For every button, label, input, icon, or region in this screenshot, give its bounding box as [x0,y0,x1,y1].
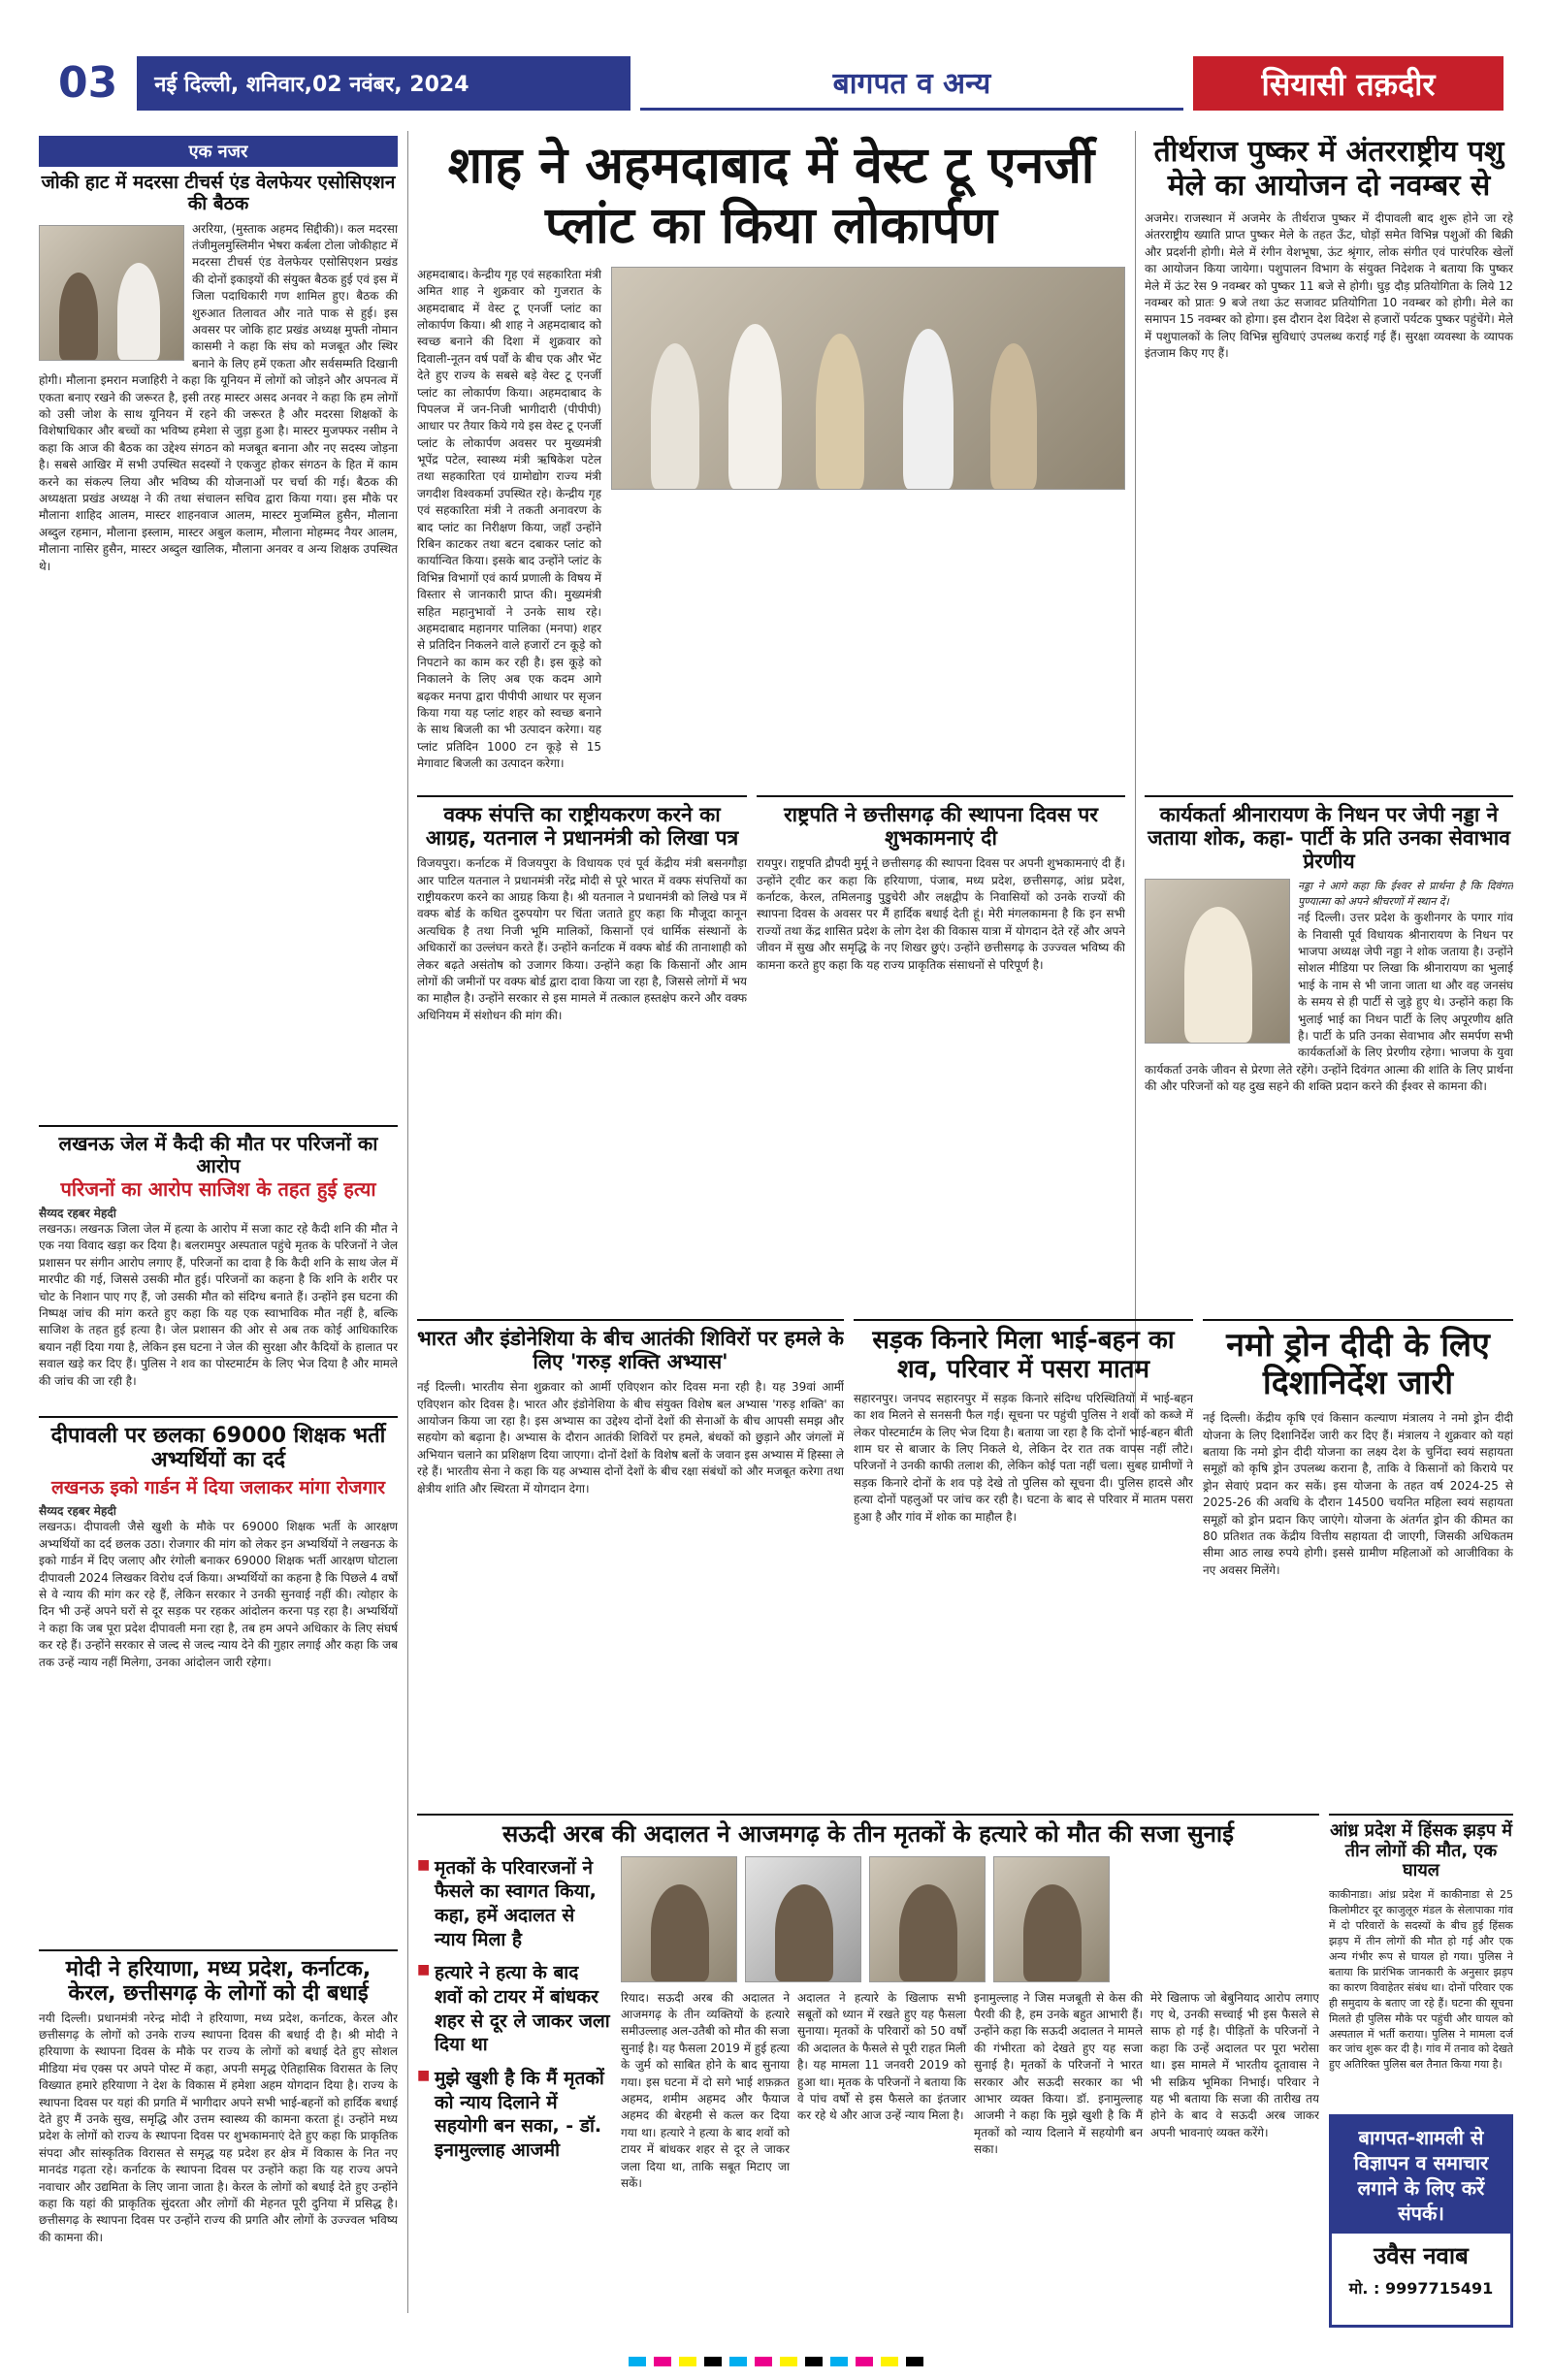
saudi-court-article [417,1814,1319,2337]
siblings-headline: सड़क किनारे मिला भाई-बहन का शव, परिवार में पसरा मातम [872,1326,1175,1384]
column-rule [407,131,408,2313]
shah-headline: शाह ने अहमदाबाद में वेस्ट टू एनर्जी प्लांट का किया लोकार्पण [447,137,1095,256]
india-indonesia-body: नई दिल्ली। भारतीय सेना शुक्रवार को आर्मी एविएशन कोर दिवस मना रही है। यह 39वां आर्मी एविएशन कोर दिवस है। भारत और इंडोनेशिया के बीच संयुक्त विशेष बल अभ्यास 'गरुड़ शक्ति' का आयोजन किया जा रहा है। इस अभ्यास का उद्देश्य दोनों देशों की सेनाओं के बीच आपसी समझ और सहयोग को बढ़ाना है। अभ्यास के दौरान आतंकी शिविरों पर हमले, बंधकों को छुड़ाने और जंगलों में अभियान चलाने का प्रशिक्षण दिया जाएगा। दोनों देशों के विशेष बलों के जवान इस अभ्यास में हिस्सा ले रहे हैं। भारतीय सेना ने कहा कि यह अभ्यास दोनों देशों के बीच रक्षा संबंधों को और मजबूत करेगा तथा क्षेत्रीय शांति और स्थिरता में योगदान देगा। [417,1380,844,1496]
namo-drone-body: नई दिल्ली। केंद्रीय कृषि एवं किसान कल्याण मंत्रालय ने नमो ड्रोन दीदी योजना के लिए दिशानिर्देश जारी कर दिए हैं। मंत्रालय ने शुक्रवार को यहां बताया कि नमो ड्रोन दीदी योजना का लक्ष्य देश के चुनिंदा स्वयं सहायता समूहों को कृषि ड्रोन उपलब्ध कराना है, ताकि वे किसानों को किराये पर ड्रोन सेवाएं प्रदान कर सकें। इस योजना के तहत वर्ष 2024-25 से 2025-26 की अवधि के दौरान 14500 चयनित महिला स्वयं सहायता समूहों को ड्रोन प्रदान किए जाएंगे। योजना के अंतर्गत ड्रोन की कीमत का 80 प्रतिशत तक केंद्रीय वित्तीय सहायता दी जाएगी, जिसकी अधिकतम सीमा आठ लाख रुपये होगी। इससे ग्रामीण महिलाओं को आजीविका के नए अवसर मिलेंगे। [1203,1411,1513,1577]
saudi-court-bullet: ■ मृतकों के परिवारजनों ने फैसले का स्वागत किया, कहा, हमें अदालत से न्याय मिला है [417,1856,611,1952]
meeting-photo [39,225,184,361]
shah-body: अहमदाबाद। केन्द्रीय गृह एवं सहकारिता मंत्री अमित शाह ने शुक्रवार को गुजरात के अहमदाबाद में वेस्ट टू एनर्जी प्लांट का लोकार्पण किया। श्री शाह ने अहमदाबाद को स्वच्छ बनाने की दिशा में शुक्रवार को दिवाली-नूतन वर्ष पर्वों के बीच एक और भेंट देते हुए राज्य के सबसे बड़े वेस्ट टू एनर्जी प्लांट का लोकार्पण किया। अहमदाबाद के पिपलज में जन-निजी भागीदारी (पीपीपी) आधार पर तैयार किये गये इस वेस्ट टू एनर्जी प्लांट के लोकार्पण अवसर पर मुख्यमंत्री भूपेंद्र पटेल, स्वास्थ्य मंत्री ऋषिकेश पटेल तथा सहकारिता एवं ग्रामोद्योग राज्य मंत्री जगदीश विश्वकर्मा उपस्थित रहे। केन्द्रीय गृह एवं सहकारिता मंत्री ने तकती अनावरण के बाद प्लांट का निरीक्षण किया, जहाँ उन्होंने रिबिन काटकर तथा बटन दबाकर प्लांट को कार्यान्वित किया। इसके बाद उन्होंने प्लांट के विभिन्न विभागों एवं कार्य प्रणाली के विषय में विस्तार से जानकारी प्राप्त की। मुख्यमंत्री सहित महानुभावों ने उनके साथ रहे। अहमदाबाद महानगर पालिका (मनपा) शहर से प्रतिदिन निकलने वाले हजारों टन कूड़े को निपटाने का काम कर रही है। इस कूड़े को निकालने के लिए अब एक कदम आगे बढ़कर मनपा द्वारा पीपीपी आधार पर सृजन किया गया यह प्लांट शहर को स्वच्छ बनाने के साथ बिजली का भी उत्पादन करेगा। यह प्लांट प्रतिदिन 1000 टन कूड़े से 15 मेगावाट बिजली का उत्पादन करेगा। [417,267,601,771]
victim-photo [621,1856,737,1982]
shah-article [417,136,1125,786]
india-indonesia-headline: भारत और इंडोनेशिया के बीच आतंकी शिविरों पर हमले के लिए 'गरुड़ शक्ति अभ्यास' [417,1327,844,1374]
diwali-teachers-subheadline: लखनऊ इको गार्डन में दिया जलाकर मांगा रोजगार [50,1476,385,1498]
modi-greetings-article [39,1949,398,2328]
contact-ad [1329,2114,1513,2328]
namo-drone-headline: नमो ड्रोन दीदी के लिए दिशानिर्देश जारी [1226,1326,1490,1403]
diwali-teachers-headline: दीपावली पर छलका 69000 शिक्षक भर्ती अभ्यर्थियों का दर्द [50,1424,386,1473]
saudi-court-headline: सऊदी अरब की अदालत ने आजमगढ़ के तीन मृतकों के हत्यारे को मौत की सजा सुनाई [502,1820,1234,1848]
modi-greetings-headline: मोदी ने हरियाणा, मध्य प्रदेश, कर्नाटक, केरल, छत्तीसगढ़ के लोगों को दी बधाई [65,1957,372,2007]
india-indonesia-article [417,1319,844,1804]
shah-photo [611,267,1125,490]
section-title [640,56,1183,111]
pushkar-body: अजमेर। राजस्थान में अजमेर के तीर्थराज पुष्कर में दीपावली बाद शुरू होने जा रहे अंतरराष्ट्रीय ख्याति प्राप्त पुष्कर मेले के तहत ऊँट, घोड़ों समेत विभिन्न पशुओं की बिक्री और प्रदर्शनी होगी। मेले में रंगीन वेशभूषा, ऊंट श्रृंगार, लोक संगीत एवं पारंपरिक खेलों का आयोजन किया जायेगा। पशुपालन विभाग के संयुक्त निदेशक ने बताया कि पुष्कर मेले में ऊंट रेस 9 नवम्बर को पुष्कर 11 बजे से होगी। घुड़ दौड़ प्रतियोगिता के लिये 12 नवम्बर को प्रातः 9 बजे तथा ऊंट सजावट प्रतियोगिता 10 नवम्बर को होगी। मेले का समापन 15 नवम्बर को होगा। इस दौरान देश विदेश से हजारों पर्यटक पुष्कर पहुंचेंगे। मेले में पशुपालकों के लिए विभिन्न सुविधाएं उपलब्ध कराई गई हैं। सुरक्षा व्यवस्था के व्यापक इंतजाम किए गए हैं। [1145,211,1513,361]
andhra-body: काकीनाडा। आंध्र प्रदेश में काकीनाडा से 25 किलोमीटर दूर काजुलूरु मंडल के सेलापाका गांव में दो परिवारों के सदस्यों के बीच हुई हिंसक झड़प में तीन लोगों की मौत हो गई और एक अन्य गंभीर रूप से घायल हो गया। पुलिस ने बताया कि प्रारंभिक जानकारी के अनुसार झड़प का कारण विवाहेतर संबंध था। दोनों परिवार एक ही समुदाय के बताए जा रहे हैं। घटना की सूचना मिलते ही पुलिस मौके पर पहुंची और घायल को अस्पताल में भर्ती कराया। पुलिस ने मामला दर्ज कर जांच शुरू कर दी है। गांव में तनाव को देखते हुए अतिरिक्त पुलिस बल तैनात किया गया है। [1329,1888,1513,2072]
victim-photo [869,1856,986,1982]
lucknow-jail-byline: सैय्यद रहबर मेहदी [39,1206,116,1220]
chhattisgarh-headline: राष्ट्रपति ने छत्तीसगढ़ की स्थापना दिवस पर शुभकामनाएं दी [784,803,1098,851]
ad-name: उवैस नवाब [1374,2242,1469,2269]
section-label: बागपत व अन्य [832,67,991,101]
chhattisgarh-article [757,795,1125,1309]
masthead [0,0,1552,126]
saudi-court-body-4: मेरे खिलाफ जो बेबुनियाद आरोप लगाए गए थे, उनकी सच्चाई भी इस फैसले से साफ हो गई है। पीड़ितों के परिजनों ने कहा कि उन्हें अदालत पर पूरा भरोसा था। इस मामले में भारतीय दूतावास ने भी सक्रिय भूमिका निभाई। परिवार ने यह भी बताया कि सजा की तारीख तय होने के बाद वे सऊदी अरब जाकर अपनी भावनाएं व्यक्त करेंगे। [1150,1990,1319,2139]
pushkar-article [1145,136,1513,786]
saudi-court-bullets [417,1856,611,2193]
nadda-body: नई दिल्ली। उत्तर प्रदेश के कुशीनगर के पगार गांव के निवासी पूर्व विधायक श्रीनारायण के निधन पर भाजपा अध्यक्ष जेपी नड्डा ने शोक जताया है। उन्होंने सोशल मीडिया पर लिखा कि श्रीनारायण का भुलाई भाई के नाम से भी जाना जाता था और वह जनसंघ के समय से ही पार्टी से जुड़े हुए थे। उन्होंने कहा कि भुलाई भाई का निधन पार्टी के लिए अपूरणीय क्षति है। पार्टी के प्रति उनका सेवाभाव और समर्पण सभी कार्यकर्ताओं के लिए प्रेरणीय रहेगा। भाजपा के युवा कार्यकर्ता उनके जीवन से प्रेरणा लेते रहेंगे। उन्होंने दिवंगत आत्मा की शांति के लिए प्रार्थना की और परिजनों को यह दुख सहने की शक्ति प्रदान करने की ईश्वर से कामना की। [1145,911,1513,1094]
ek-nazar-label: एक नजर [39,136,398,167]
ad-text: बागपत-शामली से विज्ञापन व समाचार लगाने के लिए करें संपर्क। [1332,2117,1510,2234]
modi-greetings-body: नयी दिल्ली। प्रधानमंत्री नरेन्द्र मोदी ने हरियाणा, मध्य प्रदेश, कर्नाटक, केरल और छत्तीसगढ़ के लोगों को उनके राज्य स्थापना दिवस की बधाई दी है। श्री मोदी ने हरियाणा के स्थापना दिवस के मौके पर राज्य के लोगों को बधाई देते हुए सोशल मीडिया मंच एक्स पर अपने पोस्ट में कहा, अपनी समृद्ध ऐतिहासिक विरासत के लिए विख्यात हमारे हरियाणा ने देश के विकास में हमेशा अहम योगदान दिया है। राज्य के स्थापना दिवस पर यहां की प्रगति में भागीदार अपने सभी भाई-बहनों को हार्दिक बधाई देते हुए मैं उनके सुख, समृद्धि और उत्तम स्वास्थ्य की कामना करता हूं। उन्होंने मध्य प्रदेश के लोगों को राज्य के स्थापना दिवस पर शुभकामनाएं देते हुए कहा कि प्राकृतिक संपदा और सांस्कृतिक विरासत से समृद्ध यह प्रदेश हर क्षेत्र में विकास के नित नए मानदंड गढ़ता रहे। कर्नाटक के स्थापना दिवस पर उन्होंने कहा कि यह राज्य अपने नवाचार और उद्यमिता के लिए जाना जाता है। केरल के लोगों को बधाई देते हुए उन्होंने कहा कि यहां की प्राकृतिक सुंदरता और लोगों की मेहनत पूरी दुनिया में प्रसिद्ध है। छत्तीसगढ़ के स्थापना दिवस पर उन्होंने राज्य की प्रगति और लोगों के उज्ज्वल भविष्य की कामना की। [39,2010,398,2244]
diwali-teachers-article [39,1416,398,1940]
issue-date: नई दिल्ली, शनिवार,02 नवंबर, 2024 [154,73,469,97]
masthead-left-bar [48,56,630,111]
diwali-teachers-byline: सैय्यद रहबर मेहदी [39,1504,116,1519]
ek-nazar-headline: जोकी हाट में मदरसा टीचर्स एंड वेलफेयर एसोसिएशन की बैठक [41,172,396,214]
lucknow-jail-article [39,1125,398,1406]
waqf-article [417,795,747,1309]
ad-phone: मो. : 9997715491 [1348,2279,1494,2298]
ek-nazar-body: अररिया, (मुस्ताक अहमद सिद्दीकी)। कल मदरसा तंजीमुलमुस्लिमीन भेषरा कर्बला टोला जोकीहाट में मदरसा टीचर्स एंड वेलफेयर एसोसिएशन प्रखंड की दोनों इकाइयों की संयुक्त बैठक हुई एवं इस में जिला पदाधिकारी गण शामिल हुए। बैठक की शुरुआत तिलावत और नाते पाक से हुई। इस अवसर पर जोकि हाट प्रखंड अध्यक्ष मुफ्ती नोमान कासमी ने कहा कि संघ को मजबूत और स्थिर बनाने के लिए हमें एकता और सर्वसम्मति दिखानी होगी। मौलाना इमरान मजाहिरी ने कहा कि यूनियन में लोगों को जोड़ने और अपनत्व में एकता बनाए रखने की जरूरत है, इसी तरह मास्टर असद अनवर ने कहा कि हम लोगों को उसी जोश के साथ यूनियन में रहने की जरूरत है और मदरसा शिक्षकों के विशेषाधिकार और बच्चों का भविष्य हमेशा से जुड़ा हुआ है। मास्टर मुजफ्फर नसीम ने कहा कि आज की बैठक का उद्देश्य संगठन को मजबूत बनाना और नए सदस्य जोड़ना है। सबसे आखिर में सभी उपस्थित सदस्यों ने एकजुट होकर संगठन के हित में काम करने का संकल्प लिया और भविष्य की योजनाओं पर चर्चा की गई। बैठक की अध्यक्षता प्रखंड अध्यक्ष ने की तथा संचालन सचिव द्वारा किया गया। इस मौके पर मौलाना शाहिद आलम, मास्टर शाहनवाज आलम, मास्टर मुजम्मिल हुसैन, मौलाना अब्दुल रहमान, मौलाना इस्लाम, मास्टर अबुल कलाम, मौलाना मोहम्मद नैयर आलम, मौलाना नासिर हुसैन, मास्टर अब्दुल खालिक, मौलाना अनवर व अन्य शिक्षक उपस्थित थे। [39,221,398,573]
andhra-headline: आंध्र प्रदेश में हिंसक झड़प में तीन लोगों की मौत, एक घायल [1329,1820,1513,1881]
page-number: 03 [48,56,137,111]
siblings-body: सहारनपुर। जनपद सहारनपुर में सड़क किनारे संदिग्ध परिस्थितियों में भाई-बहन का शव मिलने से सनसनी फैल गई। सूचना पर पहुंची पुलिस ने शवों को कब्जे में लेकर पोस्टमार्टम के लिए भेज दिया है। बताया जा रहा है कि दोनों भाई-बहन बीती शाम घर से बाजार के लिए निकले थे, लेकिन देर रात तक वापस नहीं लौटे। परिजनों ने उनकी काफी तलाश की, लेकिन कोई पता नहीं चला। सुबह ग्रामीणों ने सड़क किनारे दोनों के शव पड़े देखे तो पुलिस को सूचना दी। पुलिस हादसे और हत्या दोनों पहलुओं पर जांच कर रही है। घटना के बाद से परिवार में मातम पसरा हुआ है और गांव में शोक का माहौल है। [854,1391,1193,1524]
chhattisgarh-body: रायपुर। राष्ट्रपति द्रौपदी मुर्मू ने छत्तीसगढ़ की स्थापना दिवस पर अपनी शुभकामनाएं दी हैं। उन्होंने ट्वीट कर कहा कि हरियाणा, पंजाब, मध्य प्रदेश, छत्तीसगढ़, आंध्र प्रदेश, कर्नाटक, केरल, तमिलनाडु पुडुचेरी और लक्षद्वीप के निवासियों को उनके राज्यों की स्थापना दिवस के अवसर पर मैं हार्दिक बधाई देती हूं। मेरी मंगलकामना है कि इन सभी राज्यों तथा केंद्र शासित प्रदेश के लोग देश की विकास यात्रा में योगदान देते रहें और अपने जीवन में सुख और समृद्धि के नए शिखर छुएं। उन्होंने छत्तीसगढ़ के उज्ज्वल भविष्य की कामना करते हुए कहा कि यह राज्य प्राकृतिक संसाधनों से परिपूर्ण है। [757,856,1125,972]
lucknow-jail-headline: लखनऊ जेल में कैदी की मौत पर परिजनों का आरोप [58,1132,378,1177]
saudi-court-body-2: अदालत ने हत्यारे के खिलाफ सभी सबूतों को ध्यान में रखते हुए यह फैसला सुनाया। मृतकों के परिवारों को 50 वर्षों की अदालत के फैसले से पूरी राहत मिली है। यह मामला 11 जनवरी 2019 को हुआ था। मृतक के परिजनों ने बताया कि वे पांच वर्षों से इस फैसले का इंतजार कर रहे थे और आज उन्हें न्याय मिला है। [797,1990,966,2123]
color-registration-strip [0,2343,1552,2380]
column-name: सियासी तक़दीर [1193,56,1504,111]
diwali-teachers-body: लखनऊ। दीपावली जैसे खुशी के मौके पर 69000 शिक्षक भर्ती के आरक्षण अभ्यर्थियों का दर्द छलक उठा। रोजगार की मांग को लेकर इन अभ्यर्थियों ने लखनऊ के इको गार्डन में दिए जलाए और रंगोली बनाकर 69000 शिक्षक भर्ती आरक्षण घोटाला दीपावली 2024 लिखकर विरोध दर्ज किया। अभ्यर्थियों का कहना है कि पिछले 4 वर्षों से वे न्याय की मांग कर रहे हैं, लेकिन सरकार ने उनकी सुनवाई नहीं की। त्योहार के दिन भी उन्हें अपने घरों से दूर सड़क पर रहकर आंदोलन करना पड़ रहा है। अभ्यर्थियों ने कहा कि जब पूरा प्रदेश दीपावली मना रहा है, तब हम अपने अधिकार के लिए संघर्ष कर रहे हैं। उन्होंने सरकार से जल्द से जल्द न्याय देने की गुहार लगाई और कहा कि जब तक उन्हें न्याय नहीं मिलेगा, उनका आंदोलन जारी रहेगा। [39,1520,398,1669]
nadda-photo-caption: नड्डा ने आगे कहा कि ईश्वर से प्रार्थना है कि दिवंगत पुण्यात्मा को अपने श्रीचरणों में स्थान दें। [1298,880,1513,909]
namo-drone-article [1203,1319,1513,1804]
nadda-article [1145,795,1513,1309]
waqf-body: विजयपुरा। कर्नाटक में विजयपुरा के विधायक एवं पूर्व केंद्रीय मंत्री बसनगौड़ा आर पाटिल यतनाल ने प्रधानमंत्री नरेंद्र मोदी से पूरे भारत में वक्फ संपत्तियों का राष्ट्रीयकरण करने का आग्रह किया है। श्री यतनाल ने प्रधानमंत्री को लिखे पत्र में वक्फ बोर्ड के कथित दुरुपयोग पर चिंता जताते हुए कहा कि मौजूदा कानून अत्यधिक है तथा निजी भूमि मालिकों, किसानों एवं धार्मिक संस्थानों के अधिकारों का उल्लंघन करते हैं। उन्होंने कर्नाटक में वक्फ बोर्ड की तानाशाही को लेकर बढ़ते असंतोष को उजागर किया। उन्होंने कहा कि किसानों और आम लोगों की जमीनों पर वक्फ बोर्ड द्वारा दावा किया जा रहा है, जिससे लोगों में भय का माहौल है। उन्होंने सरकार से इस मामले में तत्काल हस्तक्षेप करने और वक्फ अधिनियम में संशोधन की मांग की। [417,856,747,1022]
saudi-court-body-3: इनामुल्लाह ने जिस मजबूती से केस की पैरवी की है, हम उनके बहुत आभारी हैं। उन्होंने कहा कि सऊदी अदालत ने मामले की गंभीरता को देखते हुए यह सजा सुनाई है। मृतकों के परिजनों ने भारत सरकार और सऊदी सरकार का भी आभार व्यक्त किया। डॉ. इनामुल्लाह आजमी ने कहा कि मुझे खुशी है कि मैं मृतकों को न्याय दिलाने में सहयोगी बन सका। [974,1990,1143,2157]
pushkar-headline: तीर्थराज पुष्कर में अंतरराष्ट्रीय पशु मेले का आयोजन दो नवम्बर से [1153,136,1504,203]
lucknow-jail-subheadline: परिजनों का आरोप साजिश के तहत हुई हत्या [60,1177,376,1201]
siblings-article [854,1319,1193,1804]
lucknow-jail-body: लखनऊ। लखनऊ जिला जेल में हत्या के आरोप में सजा काट रहे कैदी शनि की मौत ने एक नया विवाद खड़ा कर दिया है। बलरामपुर अस्पताल पहुंचे मृतक के परिजनों ने जेल प्रशासन पर संगीन आरोप लगाए हैं, परिजनों का दावा है कि कैदी शनि के साथ जेल में मारपीट की गई, जिससे उसकी मौत हुई। परिजनों का कहना है कि शनि के शरीर पर चोट के निशान पाए गए हैं, जो उसकी मौत को संदिग्ध बनाते हैं। उन्होंने इस घटना की निष्पक्ष जांच की मांग करते हुए कहा कि यह एक स्वाभाविक मौत नहीं है, बल्कि साजिश के तहत हुई हत्या है। जेल प्रशासन की ओर से अब तक कोई आधिकारिक बयान नहीं दिया गया है, लेकिन इस घटना ने जेल की सुरक्षा और कैदियों के हालात पर सवाल खड़े कर दिए हैं। पुलिस ने शव का पोस्टमार्टम के लिए भेज दिया है और मामले की जांच की जा रही है। [39,1222,398,1388]
ek-nazar-article [39,136,398,1115]
victim-photo [745,1856,861,1982]
doctor-photo [993,1856,1110,1982]
saudi-court-bullet: ■ हत्यारे ने हत्या के बाद शवों को टायर में बांधकर शहर से दूर ले जाकर जला दिया था [417,1961,611,2057]
andhra-article [1329,1814,1513,2105]
column-rule [1135,131,1136,1460]
nadda-headline: कार्यकर्ता श्रीनारायण के निधन पर जेपी नड्डा ने जताया शोक, कहा- पार्टी के प्रति उनका सेवाभाव प्रेरणीय [1148,803,1510,874]
saudi-court-bullet: ■ मुझे खुशी है कि मैं मृतकों को न्याय दिलाने में सहयोगी बन सका, - डॉ. इनामुल्लाह आजमी [417,2067,611,2163]
saudi-court-body-1: रियाद। सऊदी अरब की अदालत ने आजमगढ़ के तीन व्यक्तियों के हत्यारे समीउल्लाह अल-उतैबी को मौत की सजा सुनाई है। यह फैसला 2019 में हुई हत्या के जुर्म को साबित होने के बाद सुनाया गया। इस घटना में दो सगे भाई शफ़क़त अहमद, शमीम अहमद और फैयाज अहमद की बेरहमी से कत्ल कर दिया गया था। हत्यारे ने हत्या के बाद शवों को टायर में बांधकर शहर से दूर ले जाकर जला दिया था, ताकि सबूत मिटाए जा सकें। [621,1990,790,2190]
waqf-headline: वक्फ संपत्ति का राष्ट्रीयकरण करने का आग्रह, यतनाल ने प्रधानमंत्री को लिखा पत्र [425,803,739,851]
nadda-photo [1145,879,1290,1044]
